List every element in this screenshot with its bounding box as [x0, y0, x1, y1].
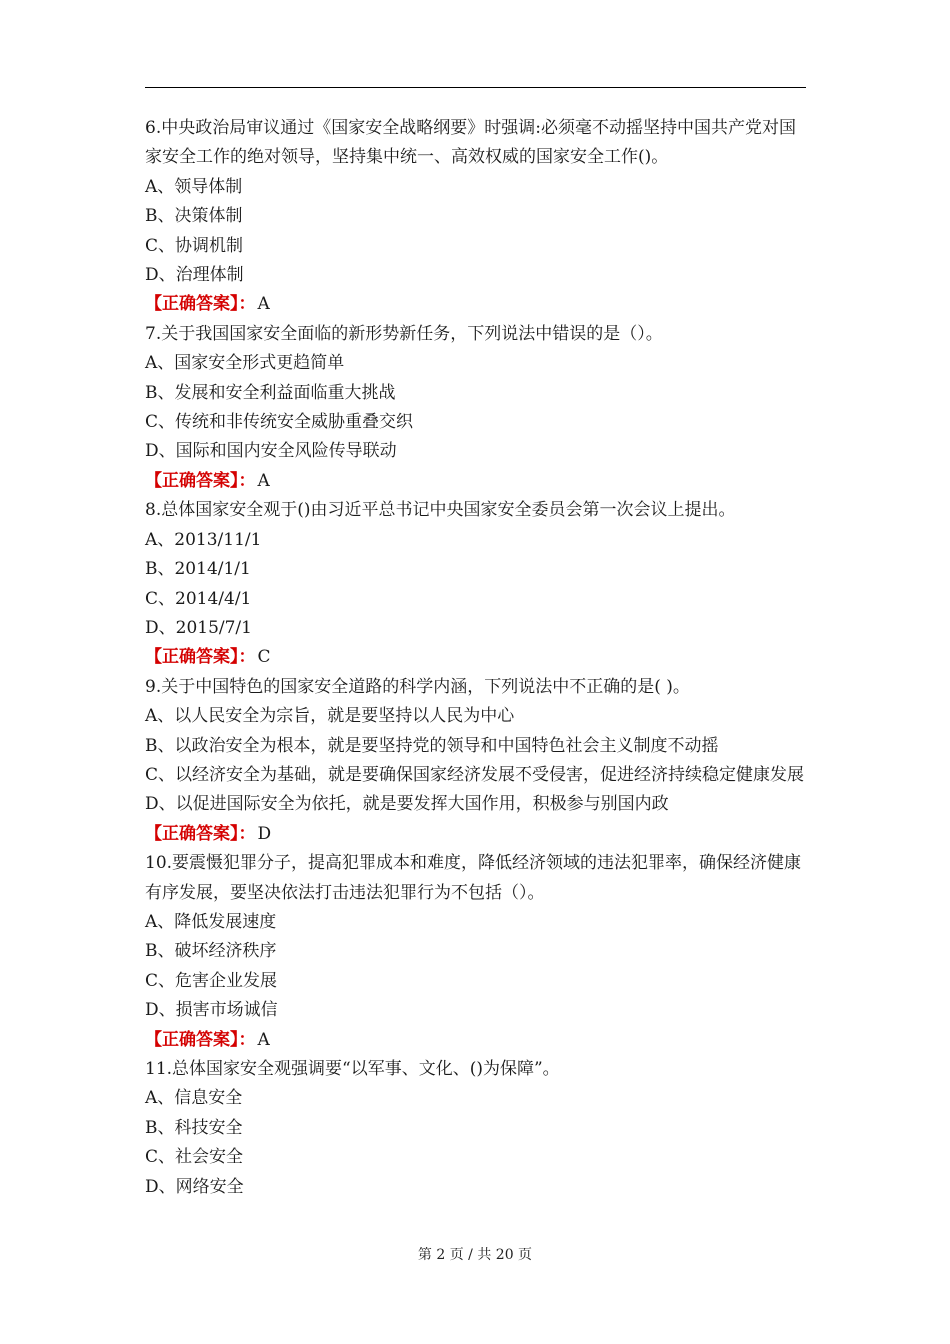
question-stem: 10.要震慑犯罪分子，提高犯罪成本和难度，降低经济领域的违法犯罪率，确保经济健康有序发展，要坚决依法打击违法犯罪行为不包括（）。 — [145, 853, 802, 903]
option-item: A、信息安全 — [145, 1088, 243, 1109]
option-item: C、社会安全 — [145, 1147, 244, 1168]
option-item: B、2014/1/1 — [145, 559, 251, 580]
header-rule — [145, 87, 806, 88]
answer-label: 【正确答案】： — [145, 294, 256, 315]
page-footer: 第 2 页 / 共 20 页 — [417, 1247, 533, 1263]
option-item: B、以政治安全为根本，就是要坚持党的领导和中国特色社会主义制度不动摇 — [145, 735, 719, 756]
option-item: B、科技安全 — [145, 1117, 243, 1138]
option-item: A、2013/11/1 — [145, 529, 262, 550]
question-stem: 6.中央政治局审议通过《国家安全战略纲要》时强调:必须毫不动摇坚持中国共产党对国家安全工作的绝对领导，坚持集中统一、高效权威的国家安全工作()。 — [145, 118, 796, 168]
option-item: B、决策体制 — [145, 206, 243, 227]
answer-value: A — [257, 294, 270, 315]
answer-value: D — [257, 823, 272, 844]
answer-label: 【正确答案】： — [145, 823, 256, 844]
answer-label: 【正确答案】： — [145, 647, 256, 668]
option-item: D、治理体制 — [145, 265, 244, 286]
option-item: B、发展和安全利益面临重大挑战 — [145, 382, 396, 403]
answer-label: 【正确答案】： — [145, 470, 256, 491]
option-item: D、2015/7/1 — [145, 617, 252, 638]
option-item: A、国家安全形式更趋简单 — [145, 353, 345, 374]
answer-line — [145, 1026, 809, 1055]
answer-value: C — [257, 647, 271, 668]
question-stem: 8.总体国家安全观于()由习近平总书记中央国家安全委员会第一次会议上提出。 — [145, 500, 736, 521]
answer-value: A — [257, 1029, 270, 1050]
option-item: A、领导体制 — [145, 176, 243, 197]
answer-value: A — [257, 470, 270, 491]
answer-line — [145, 290, 809, 319]
option-item: B、破坏经济秩序 — [145, 941, 277, 962]
option-item: C、危害企业发展 — [145, 970, 278, 991]
option-item: A、降低发展速度 — [145, 911, 277, 932]
question-stem: 11.总体国家安全观强调要“以军事、文化、()为保障”。 — [145, 1059, 560, 1079]
option-item: C、协调机制 — [145, 235, 244, 256]
option-item: D、国际和国内安全风险传导联动 — [145, 441, 397, 462]
answer-line — [145, 643, 809, 672]
option-item: D、以促进国际安全为依托，就是要发挥大国作用，积极参与别国内政 — [145, 794, 669, 815]
option-item: D、损害市场诚信 — [145, 1000, 278, 1021]
question-list — [145, 114, 809, 1202]
question-stem: 9.关于中国特色的国家安全道路的科学内涵，下列说法中不正确的是( )。 — [145, 676, 690, 697]
answer-label: 【正确答案】： — [145, 1029, 256, 1050]
question-stem: 7.关于我国国家安全面临的新形势新任务，下列说法中错误的是（）。 — [145, 323, 663, 344]
option-item: C、传统和非传统安全威胁重叠交织 — [145, 412, 414, 433]
answer-line — [145, 820, 809, 849]
option-item: C、2014/4/1 — [145, 588, 252, 609]
option-item: A、以人民安全为宗旨，就是要坚持以人民为中心 — [145, 706, 515, 727]
option-item: C、以经济安全为基础，就是要确保国家经济发展不受侵害，促进经济持续稳定健康发展 — [145, 764, 805, 785]
option-item: D、网络安全 — [145, 1176, 244, 1197]
answer-line — [145, 467, 809, 496]
